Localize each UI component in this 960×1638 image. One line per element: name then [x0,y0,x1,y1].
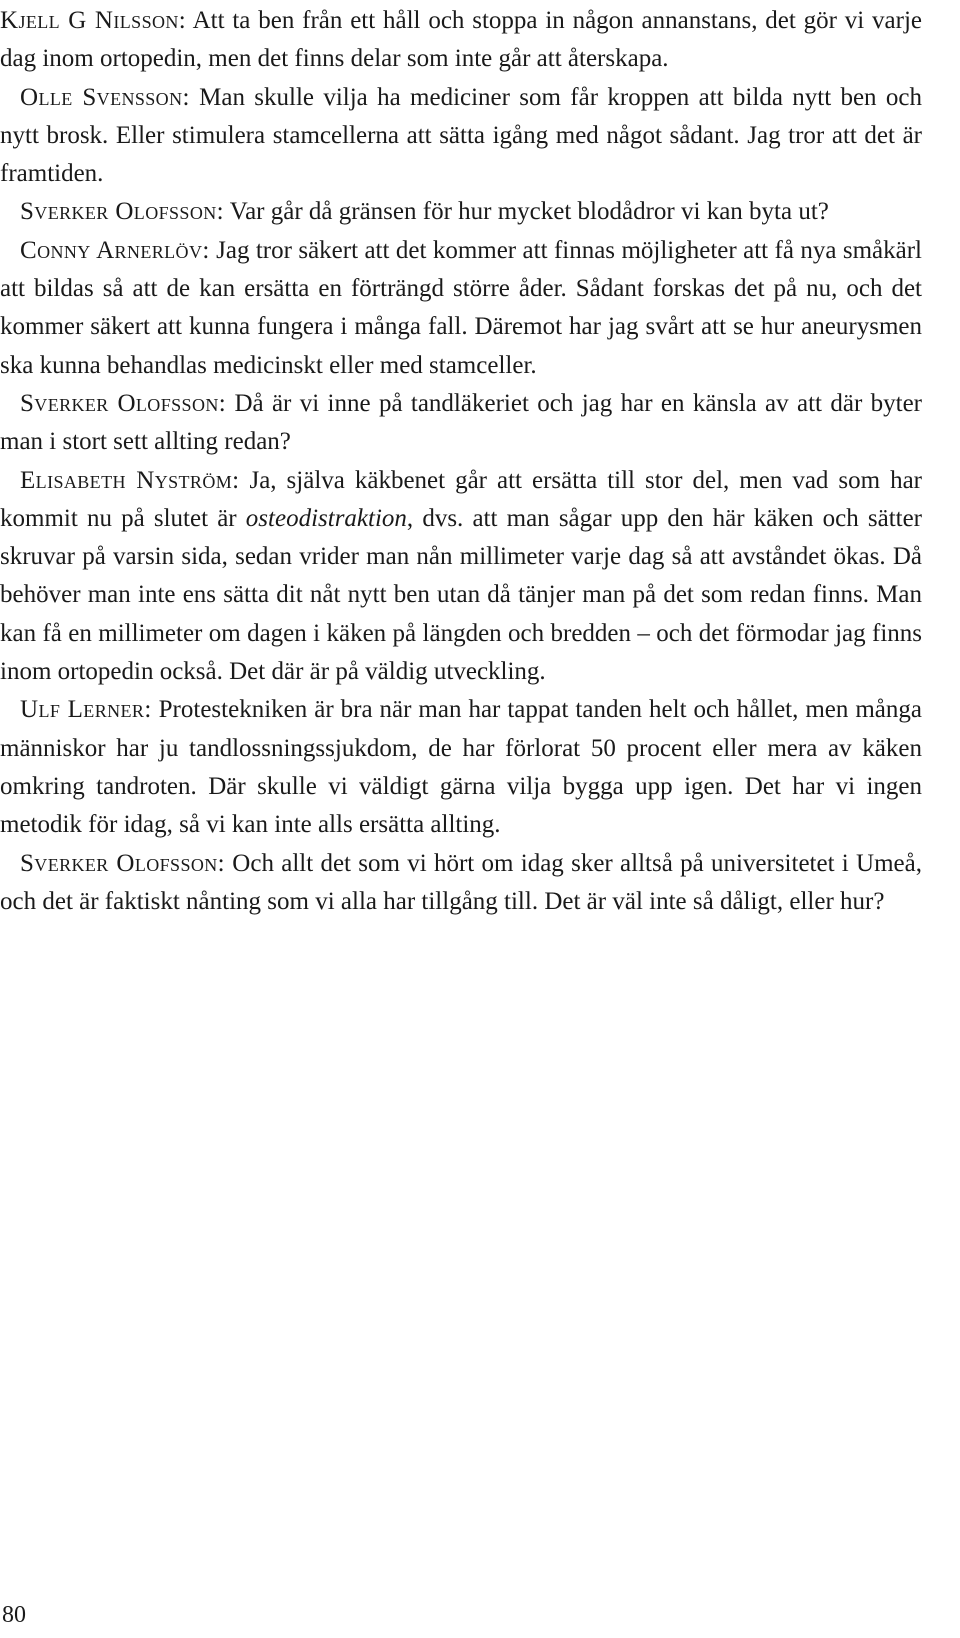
paragraph-text: Protestekniken är bra när man har tappat tanden helt och hållet, men många människor har ju tandlossningssjukdom, de har förlorat 50 procent eller mera av käken omkring tandroten. Där skulle vi väldigt gärna vilja bygga upp igen. Det har vi ingen metodik för idag, så vi kan inte alls ersätta allting. [0,696,923,839]
paragraph-sverker-olofsson-1 [0,193,922,231]
paragraph-ulf-lerner [0,691,922,844]
speaker-name: Sverker Olofsson: [20,198,224,226]
paragraph-olle-svensson [0,79,922,194]
paragraph-text: , dvs. att man sågar upp den här käken och sätter skruvar på varsin sida, sedan vrider man nån millimeter varje dag så att avståndet ökas. Då behöver man inte ens sätta dit nåt nytt ben utan då tänjer man på det som redan finns. Man kan få en millimeter om dagen i käken på längden och bredden – och det förmodar jag finns inom ortopedin också. Det där är på väldig utveckling. [0,504,923,686]
paragraph-conny-arnerlov [0,232,922,385]
paragraph-elisabeth-nystrom [0,462,922,692]
speaker-name: Elisabeth Nyström: [20,466,240,494]
paragraph-text: Jag tror säkert att det kommer att finnas möjligheter att få nya småkärl att bildas så att de kan ersätta en förträngd större åder. Sådant forskas det på nu, och det kommer säkert att kunna fungera i många fall. Däremot har jag svårt att se hur aneurysmen ska kunna behandlas medicinskt eller med stamceller. [0,236,922,379]
speaker-name: Ulf Lerner: [20,696,152,724]
paragraph-text: Och allt det som vi hört om idag sker alltså på universitetet i Umeå, och det är faktiskt nånting som vi alla har tillgång till. Det är väl inte så dåligt, eller hur? [0,849,922,915]
paragraph-text: Då är vi inne på tandläkeriet och jag har en känsla av att där byter man i stort sett allting redan? [0,389,922,456]
speaker-name: Olle Svensson: [20,83,190,111]
paragraph-text: Ja, själva käkbenet går att ersätta till stor del, men vad som har kommit nu på slutet är [0,466,923,532]
paragraph-text: Var går då gränsen för hur mycket blodådror vi kan byta ut? [223,198,829,226]
paragraph-text: Att ta ben från ett håll och stoppa in någon annanstans, det gör vi varje dag inom ortopedin, men det finns delar som inte går att återskapa. [0,7,922,73]
paragraph-sverker-olofsson-3 [0,845,922,922]
speaker-name: Conny Arnerlöv: [20,236,210,264]
speaker-name: Kjell G Nilsson: [0,7,187,34]
speaker-name: Sverker Olofsson: [20,849,226,877]
paragraph-kjell-nilsson [0,2,922,79]
italic-term: osteodistraktion [245,504,407,532]
paragraph-sverker-olofsson-2 [0,385,922,462]
paragraph-text: Man skulle vilja ha mediciner som får kroppen att bilda nytt ben och nytt brosk. Eller stimulera stamcellerna att sätta igång med något sådant. Jag tror att det är framtiden. [0,83,922,188]
speaker-name: Sverker Olofsson: [20,389,227,417]
page-number: 80 [2,1602,26,1628]
